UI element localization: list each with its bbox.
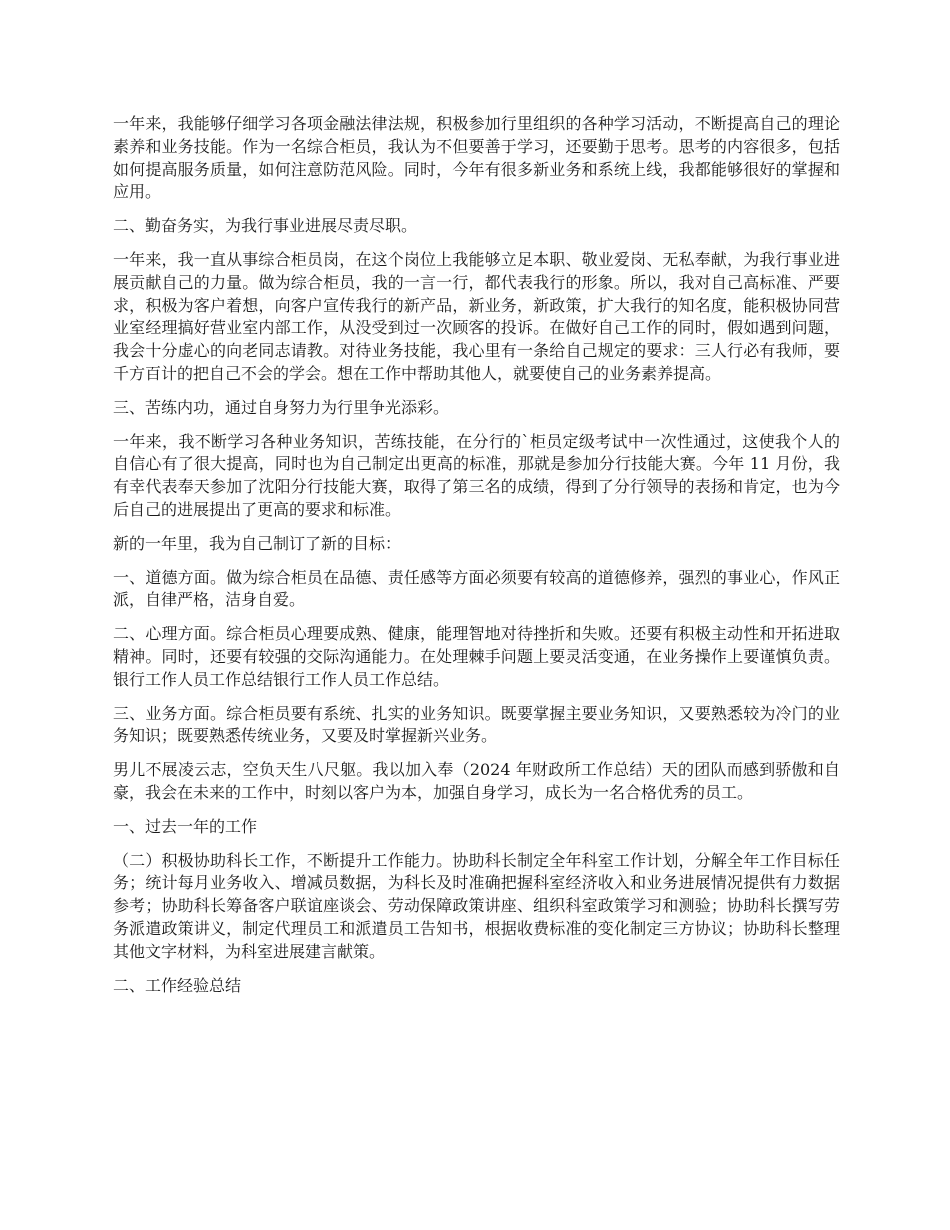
paragraph-psychology: 二、心理方面。综合柜员心理要成熟、健康，能理智地对待挫折和失败。还要有积极主动性和开拓进取精神。同时，还要有较强的交际沟通能力。在处理棘手问题上要灵活变通，在业务操作上要谨慎负责。银行工作人员工作总结银行工作人员工作总结。 <box>113 624 840 689</box>
document-page <box>113 113 840 1008</box>
paragraph-closing: 男儿不展凌云志，空负天生八尺躯。我以加入奉（2024 年财政所工作总结）天的团队而感到骄傲和自豪，我会在未来的工作中，时刻以客户为本，加强自身学习，成长为一名合格优秀的员工。 <box>113 760 840 802</box>
paragraph-morality: 一、道德方面。做为综合柜员在品德、责任感等方面必须要有较高的道德修养，强烈的事业心，作风正派，自律严格，洁身自爱。 <box>113 567 840 610</box>
paragraph-new-goals: 新的一年里，我为自己制订了新的目标： <box>113 533 402 553</box>
heading-experience: 二、工作经验总结 <box>113 975 242 995</box>
heading-practice: 三、苦练内功，通过自身努力为行里争光添彩。 <box>113 397 450 417</box>
paragraph-study: 一年来，我能够仔细学习各项金融法律法规，积极参加行里组织的各种学习活动，不断提高自己的理论素养和业务技能。作为一名综合柜员，我认为不但要善于学习，还要勤于思考。思考的内容很多，包括如何提高服务质量，如何注意防范风险。同时，今年有很多新业务和系统上线，我都能够很好的掌握和应用。 <box>113 114 840 202</box>
paragraph-skills: 一年来，我不断学习各种业务知识，苦练技能，在分行的`柜员定级考试中一次性通过，这使我个人的自信心有了很大提高，同时也为自己制定出更高的标准，那就是参加分行技能大赛。今年 11 月份，我有幸代表奉天参加了沈阳分行技能大赛，取得了第三名的成绩，得到了分行领导的表扬和肯定，也为今后自己的进展提出了更高的要求和标准。 <box>113 431 840 519</box>
paragraph-teller-post: 一年来，我一直从事综合柜员岗，在这个岗位上我能够立足本职、敬业爱岗、无私奉献，为我行事业进展贡献自己的力量。做为综合柜员，我的一言一行，都代表我行的形象。所以，我对自己高标准、严要求，积极为客户着想，向客户宣传我行的新产品，新业务，新政策，扩大我行的知名度，能积极协同营业室经理搞好营业室内部工作，从没受到过一次顾客的投诉。在做好自己工作的同时，假如遇到问题，我会十分虚心的向老同志请教。对待业务技能，我心里有一条给自己规定的要求：三人行必有我师，要千方百计的把自己不会的学会。想在工作中帮助其他人，就要使自己的业务素养提高。 <box>113 249 840 383</box>
heading-past-year: 一、过去一年的工作 <box>113 816 258 836</box>
paragraph-assist-chief: （二）积极协助科长工作，不断提升工作能力。协助科长制定全年科室工作计划，分解全年工作目标任务；统计每月业务收入、增减员数据，为科长及时准确把握科室经济收入和业务进展情况提供有力数据参考；协助科长筹备客户联谊座谈会、劳动保障政策讲座、组织科室政策学习和测验；协助科长撰写劳务派遣政策讲义，制定代理员工和派遣员工告知书，根据收费标准的变化制定三方协议；协助科长整理其他文字材料，为科室进展建言献策。 <box>113 850 840 961</box>
paragraph-business: 三、业务方面。综合柜员要有系统、扎实的业务知识。既要掌握主要业务知识，又要熟悉较为冷门的业务知识；既要熟悉传统业务，又要及时掌握新兴业务。 <box>113 703 840 746</box>
heading-diligent: 二、勤奋务实，为我行事业进展尽责尽职。 <box>113 216 418 236</box>
